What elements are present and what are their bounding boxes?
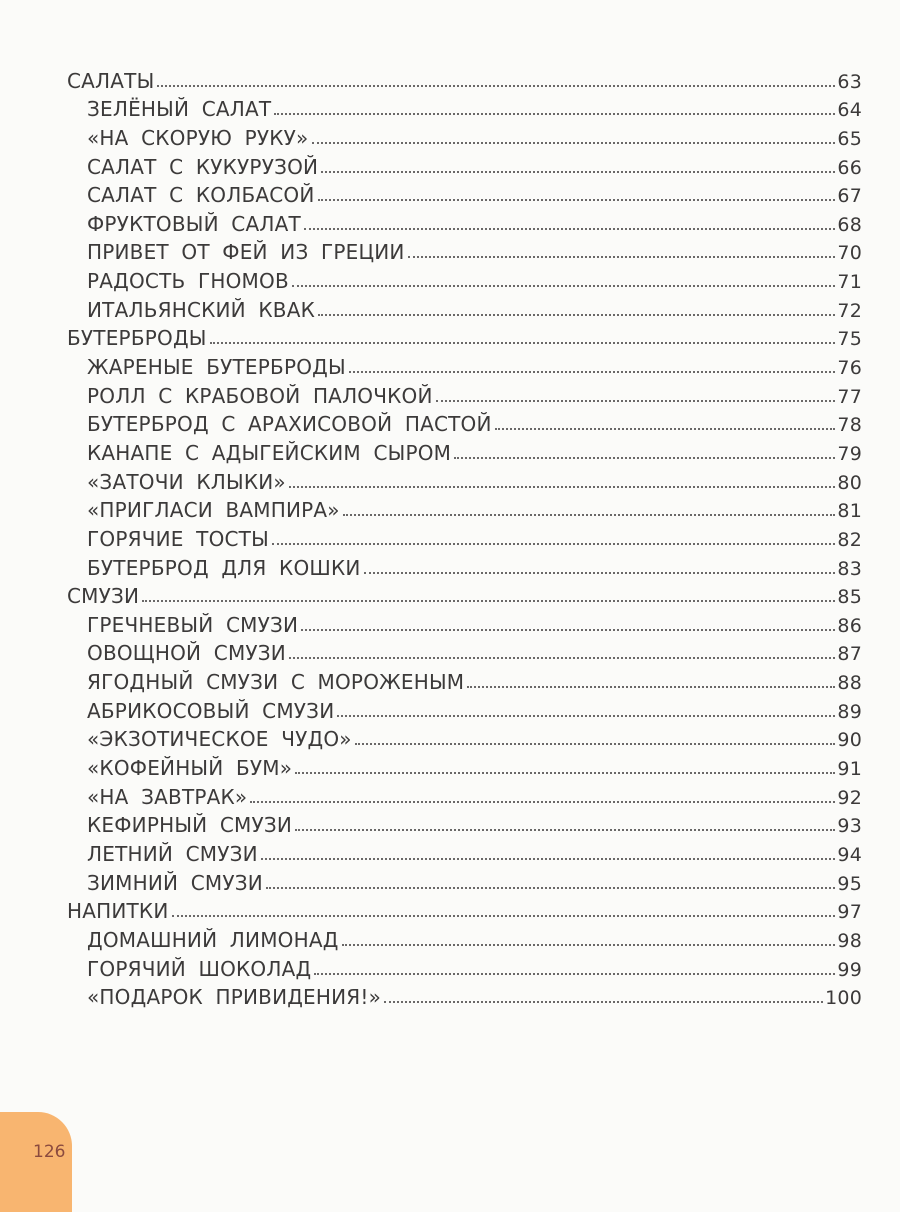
entry-title: АБРИКОСОВЫЙ СМУЗИ	[87, 698, 335, 723]
entry-page: 86	[837, 614, 862, 637]
entry-page: 98	[837, 929, 862, 952]
entry-title: САЛАТЫ	[67, 68, 155, 93]
entry-title: САЛАТ С КУКУРУЗОЙ	[87, 154, 319, 179]
toc-entry	[67, 121, 862, 150]
entry-title: КАНАПЕ С АДЫГЕЙСКИМ СЫРОМ	[87, 440, 452, 465]
entry-page: 80	[837, 471, 862, 494]
entry-page: 75	[837, 328, 862, 351]
entry-title: «ПОДАРОК ПРИВИДЕНИЯ!»	[87, 985, 382, 1010]
dot-leader	[314, 973, 835, 975]
entry-title: САЛАТ С КОЛБАСОЙ	[87, 183, 315, 208]
toc-entry	[67, 179, 862, 208]
entry-page: 88	[837, 672, 862, 695]
entry-page: 83	[837, 557, 862, 580]
toc-entry	[67, 236, 862, 265]
toc-entry	[67, 780, 862, 809]
entry-title: ИТАЛЬЯНСКИЙ КВАК	[87, 297, 315, 322]
entry-title: РОЛЛ С КРАБОВОЙ ПАЛОЧКОЙ	[87, 383, 433, 408]
entry-page: 70	[837, 242, 862, 265]
dot-leader	[408, 256, 836, 258]
toc-entry	[67, 981, 862, 1010]
toc-entry	[67, 837, 862, 866]
dot-leader	[318, 199, 836, 201]
dot-leader	[321, 171, 835, 173]
dot-leader	[436, 400, 836, 402]
entry-title: РАДОСТЬ ГНОМОВ	[87, 269, 289, 294]
entry-title: ГОРЯЧИЕ ТОСТЫ	[87, 526, 269, 551]
dot-leader	[312, 142, 836, 144]
dot-leader	[337, 715, 835, 717]
toc-entry	[67, 608, 862, 637]
entry-page: 79	[837, 442, 862, 465]
toc-entry	[67, 150, 862, 179]
dot-leader	[289, 657, 835, 659]
toc-entry	[67, 408, 862, 437]
entry-title: «ПРИГЛАСИ ВАМПИРА»	[87, 498, 340, 523]
entry-page: 82	[837, 528, 862, 551]
dot-leader	[467, 686, 835, 688]
dot-leader	[454, 457, 835, 459]
dot-leader	[261, 858, 836, 860]
toc-section	[67, 64, 862, 93]
toc-entry	[67, 952, 862, 981]
toc-entry	[67, 522, 862, 551]
entry-page: 81	[837, 500, 862, 523]
entry-page: 85	[837, 586, 862, 609]
entry-title: ФРУКТОВЫЙ САЛАТ	[87, 211, 301, 236]
entry-title: ЗИМНИЙ СМУЗИ	[87, 870, 263, 895]
entry-title: ЗЕЛЁНЫЙ САЛАТ	[87, 97, 272, 122]
dot-leader	[495, 428, 836, 430]
entry-title: ЖАРЕНЫЕ БУТЕРБРОДЫ	[87, 355, 346, 380]
entry-page: 67	[837, 185, 862, 208]
page-number-badge	[0, 1112, 72, 1212]
dot-leader	[342, 944, 836, 946]
table-of-contents	[67, 64, 862, 1009]
dot-leader	[295, 829, 835, 831]
dot-leader	[292, 285, 836, 287]
entry-title: ЯГОДНЫЙ СМУЗИ С МОРОЖЕНЫМ	[87, 670, 465, 695]
dot-leader	[266, 887, 835, 889]
entry-page: 76	[837, 357, 862, 380]
dot-leader	[364, 572, 836, 574]
entry-page: 87	[837, 643, 862, 666]
dot-leader	[343, 514, 836, 516]
entry-title: «НА СКОРУЮ РУКУ»	[87, 125, 309, 150]
dot-leader	[157, 85, 835, 87]
toc-entry	[67, 637, 862, 666]
dot-leader	[318, 314, 835, 316]
toc-entry	[67, 809, 862, 838]
entry-page: 94	[837, 843, 862, 866]
toc-entry	[67, 93, 862, 122]
entry-title: «НА ЗАВТРАК»	[87, 784, 248, 809]
entry-page: 71	[837, 271, 862, 294]
entry-title: «ЭКЗОТИЧЕСКОЕ ЧУДО»	[87, 727, 352, 752]
entry-title: «КОФЕЙНЫЙ БУМ»	[87, 756, 293, 781]
entry-title: БУТЕРБРОД С АРАХИСОВОЙ ПАСТОЙ	[87, 412, 492, 437]
entry-title: ГРЕЧНЕВЫЙ СМУЗИ	[87, 612, 299, 637]
entry-title: «ЗАТОЧИ КЛЫКИ»	[87, 469, 286, 494]
dot-leader	[210, 342, 836, 344]
toc-entry	[67, 866, 862, 895]
toc-section	[67, 322, 862, 351]
entry-title: ПРИВЕТ ОТ ФЕЙ ИЗ ГРЕЦИИ	[87, 240, 405, 265]
dot-leader	[349, 371, 836, 373]
dot-leader	[272, 543, 835, 545]
toc-entry	[67, 723, 862, 752]
toc-section	[67, 580, 862, 609]
entry-page: 100	[825, 987, 862, 1010]
toc-entry	[67, 751, 862, 780]
entry-title: ЛЕТНИЙ СМУЗИ	[87, 841, 258, 866]
entry-page: 64	[837, 99, 862, 122]
toc-entry	[67, 350, 862, 379]
toc-entry	[67, 293, 862, 322]
toc-entry	[67, 436, 862, 465]
dot-leader	[172, 915, 836, 917]
toc-entry	[67, 207, 862, 236]
entry-page: 90	[837, 729, 862, 752]
entry-page: 78	[837, 414, 862, 437]
entry-page: 65	[837, 127, 862, 150]
toc-entry	[67, 923, 862, 952]
dot-leader	[289, 486, 836, 488]
entry-title: ГОРЯЧИЙ ШОКОЛАД	[87, 956, 312, 981]
entry-title: СМУЗИ	[67, 584, 140, 609]
dot-leader	[304, 228, 836, 230]
dot-leader	[274, 113, 835, 115]
toc-entry	[67, 494, 862, 523]
entry-page: 92	[837, 786, 862, 809]
entry-title: КЕФИРНЫЙ СМУЗИ	[87, 813, 293, 838]
entry-page: 68	[837, 213, 862, 236]
dot-leader	[384, 1001, 823, 1003]
dot-leader	[250, 801, 835, 803]
entry-title: БУТЕРБРОД ДЛЯ КОШКИ	[87, 555, 361, 580]
entry-page: 72	[837, 299, 862, 322]
entry-title: ОВОЩНОЙ СМУЗИ	[87, 641, 286, 666]
toc-entry	[67, 264, 862, 293]
entry-title: БУТЕРБРОДЫ	[67, 326, 207, 351]
toc-entry	[67, 551, 862, 580]
toc-entry	[67, 379, 862, 408]
toc-entry	[67, 465, 862, 494]
entry-page: 97	[837, 901, 862, 924]
page-number: 126	[33, 1142, 66, 1162]
dot-leader	[295, 772, 835, 774]
entry-page: 77	[837, 385, 862, 408]
toc-entry	[67, 665, 862, 694]
dot-leader	[301, 629, 835, 631]
entry-page: 99	[837, 958, 862, 981]
dot-leader	[142, 600, 835, 602]
entry-page: 63	[837, 70, 862, 93]
entry-title: ДОМАШНИЙ ЛИМОНАД	[87, 927, 339, 952]
entry-title: НАПИТКИ	[67, 899, 169, 924]
dot-leader	[355, 743, 836, 745]
toc-entry	[67, 694, 862, 723]
entry-page: 93	[837, 815, 862, 838]
entry-page: 66	[837, 156, 862, 179]
entry-page: 91	[837, 758, 862, 781]
entry-page: 95	[837, 872, 862, 895]
entry-page: 89	[837, 700, 862, 723]
toc-section	[67, 895, 862, 924]
